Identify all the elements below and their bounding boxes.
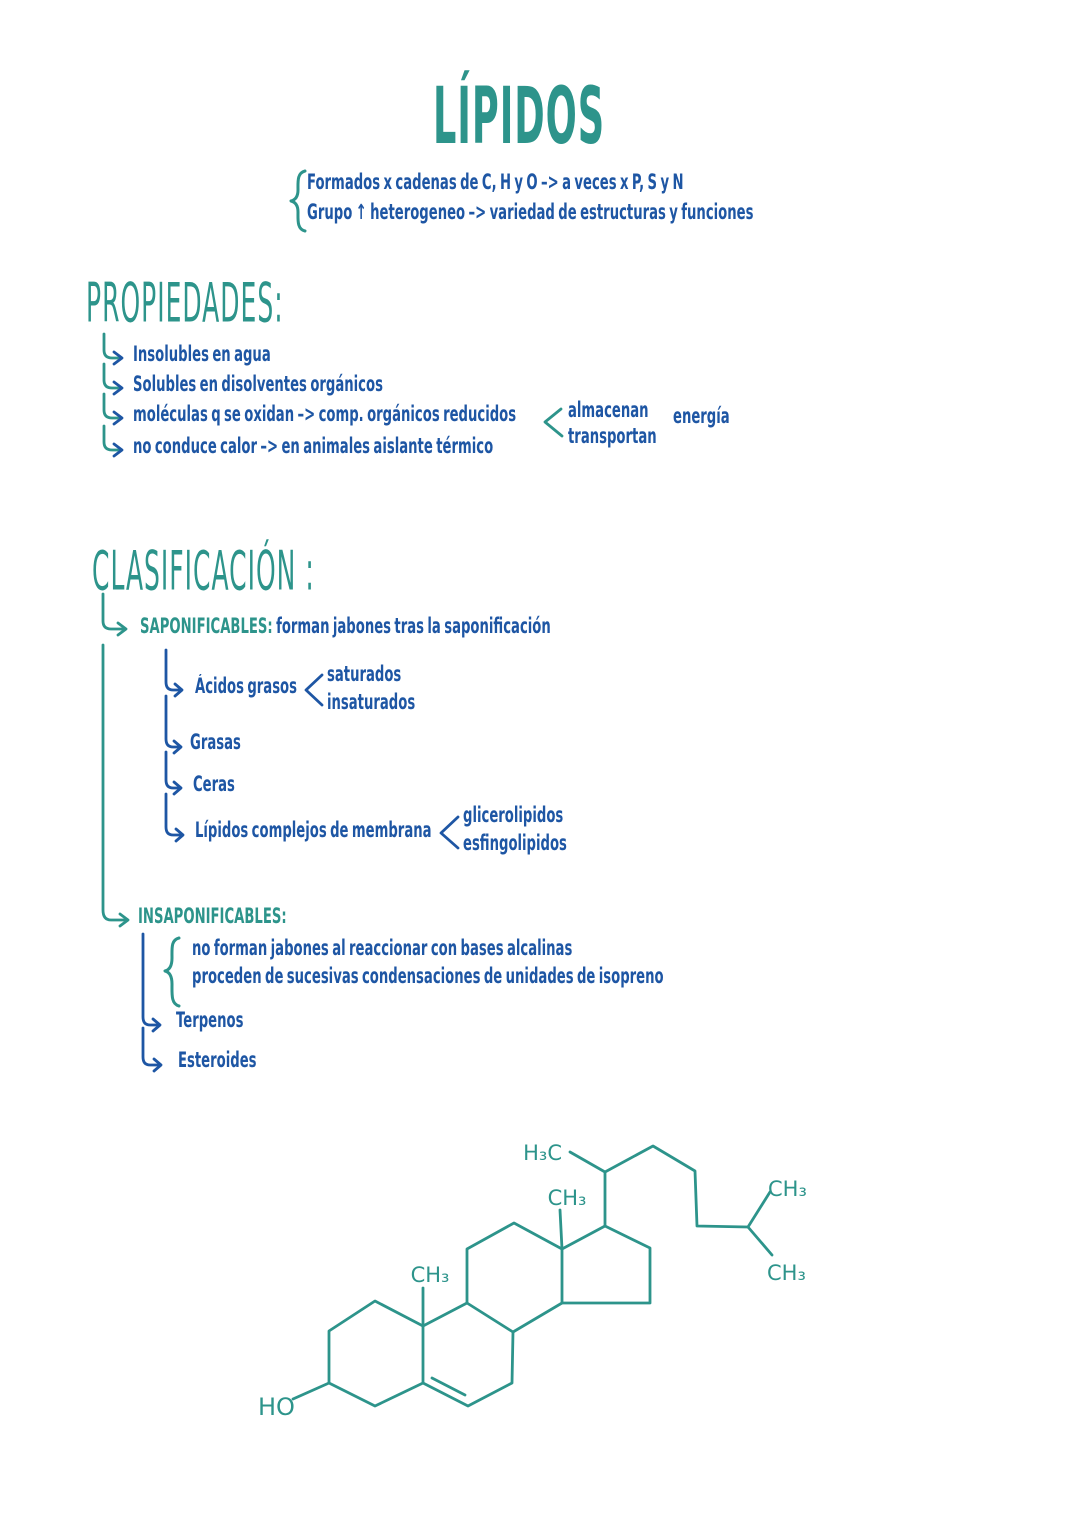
annotation-object-energia: energía — [673, 405, 730, 429]
annotation-option-transportan: transportan — [568, 425, 657, 449]
option-saturados: saturados — [327, 663, 402, 687]
energy-chevron — [545, 409, 562, 436]
iso-methyl-top-label: CH₃ — [768, 1177, 807, 1201]
insaponificables-tree — [143, 934, 161, 1071]
acidos-options-chevron — [306, 675, 322, 705]
item-acidos-grasos: Ácidos grasos — [195, 675, 297, 699]
intro-line-1: Formados x cadenas de C, H y O –> a veces x P, S y N — [307, 171, 684, 195]
property-item-3: moléculas q se oxidan –> comp. orgánicos reducidos — [133, 403, 517, 427]
insaponificables-arrow — [103, 645, 128, 926]
complejos-options-chevron — [441, 817, 458, 848]
insaponificables-note-1: no forman jabones al reaccionar con bases alcalinas — [192, 937, 573, 961]
steroid-structure-drawing — [240, 1120, 840, 1440]
item-lipidos-complejos: Lípidos complejos de membrana — [195, 819, 432, 843]
c10-methyl-label: CH₃ — [410, 1263, 450, 1287]
item-grasas: Grasas — [190, 731, 241, 755]
insaponificables-brace — [165, 938, 179, 1006]
propiedades-heading: PROPIEDADES: — [86, 272, 284, 335]
saponificables-tree — [166, 650, 183, 841]
steroid-atom-labels — [258, 1141, 807, 1421]
iso-methyl-bottom-label: CH₃ — [767, 1261, 806, 1285]
hydroxyl-label: HO — [258, 1393, 295, 1421]
option-esfingolipidos: esfingolipidos — [463, 832, 567, 856]
annotation-option-almacenan: almacenan — [568, 399, 649, 423]
saponificables-description: forman jabones tras la saponificación — [276, 615, 551, 639]
insaponificables-label: INSAPONIFICABLES: — [138, 905, 287, 929]
property-item-1: Insolubles en agua — [133, 343, 271, 367]
item-ceras: Ceras — [193, 773, 235, 797]
clasificacion-heading: CLASIFICACIÓN : — [92, 540, 315, 603]
property-branch-arrows — [104, 334, 120, 450]
item-terpenos: Terpenos — [176, 1009, 244, 1033]
property-item-2: Solubles en disolventes orgánicos — [133, 373, 383, 397]
c13-methyl-label: CH₃ — [547, 1186, 587, 1210]
property-item-4: no conduce calor –> en animales aislante térmico — [133, 435, 494, 459]
option-insaturados: insaturados — [327, 691, 416, 715]
saponificables-label: SAPONIFICABLES: — [140, 615, 273, 639]
option-glicerolipidos: glicerolipidos — [463, 804, 564, 828]
side-chain-h3c-label: H₃C — [523, 1141, 562, 1165]
intro-brace — [291, 171, 305, 231]
item-esteroides: Esteroides — [178, 1049, 257, 1073]
steroid-bonds — [293, 1146, 772, 1406]
saponificables-line — [140, 615, 551, 639]
page-title: LÍPIDOS — [433, 72, 606, 162]
property-branch-arrowheads — [114, 352, 122, 456]
intro-line-2: Grupo ↑ heterogeneo –> variedad de estructuras y funciones — [307, 201, 754, 225]
insaponificables-note-2: proceden de sucesivas condensaciones de unidades de isopreno — [192, 965, 664, 989]
